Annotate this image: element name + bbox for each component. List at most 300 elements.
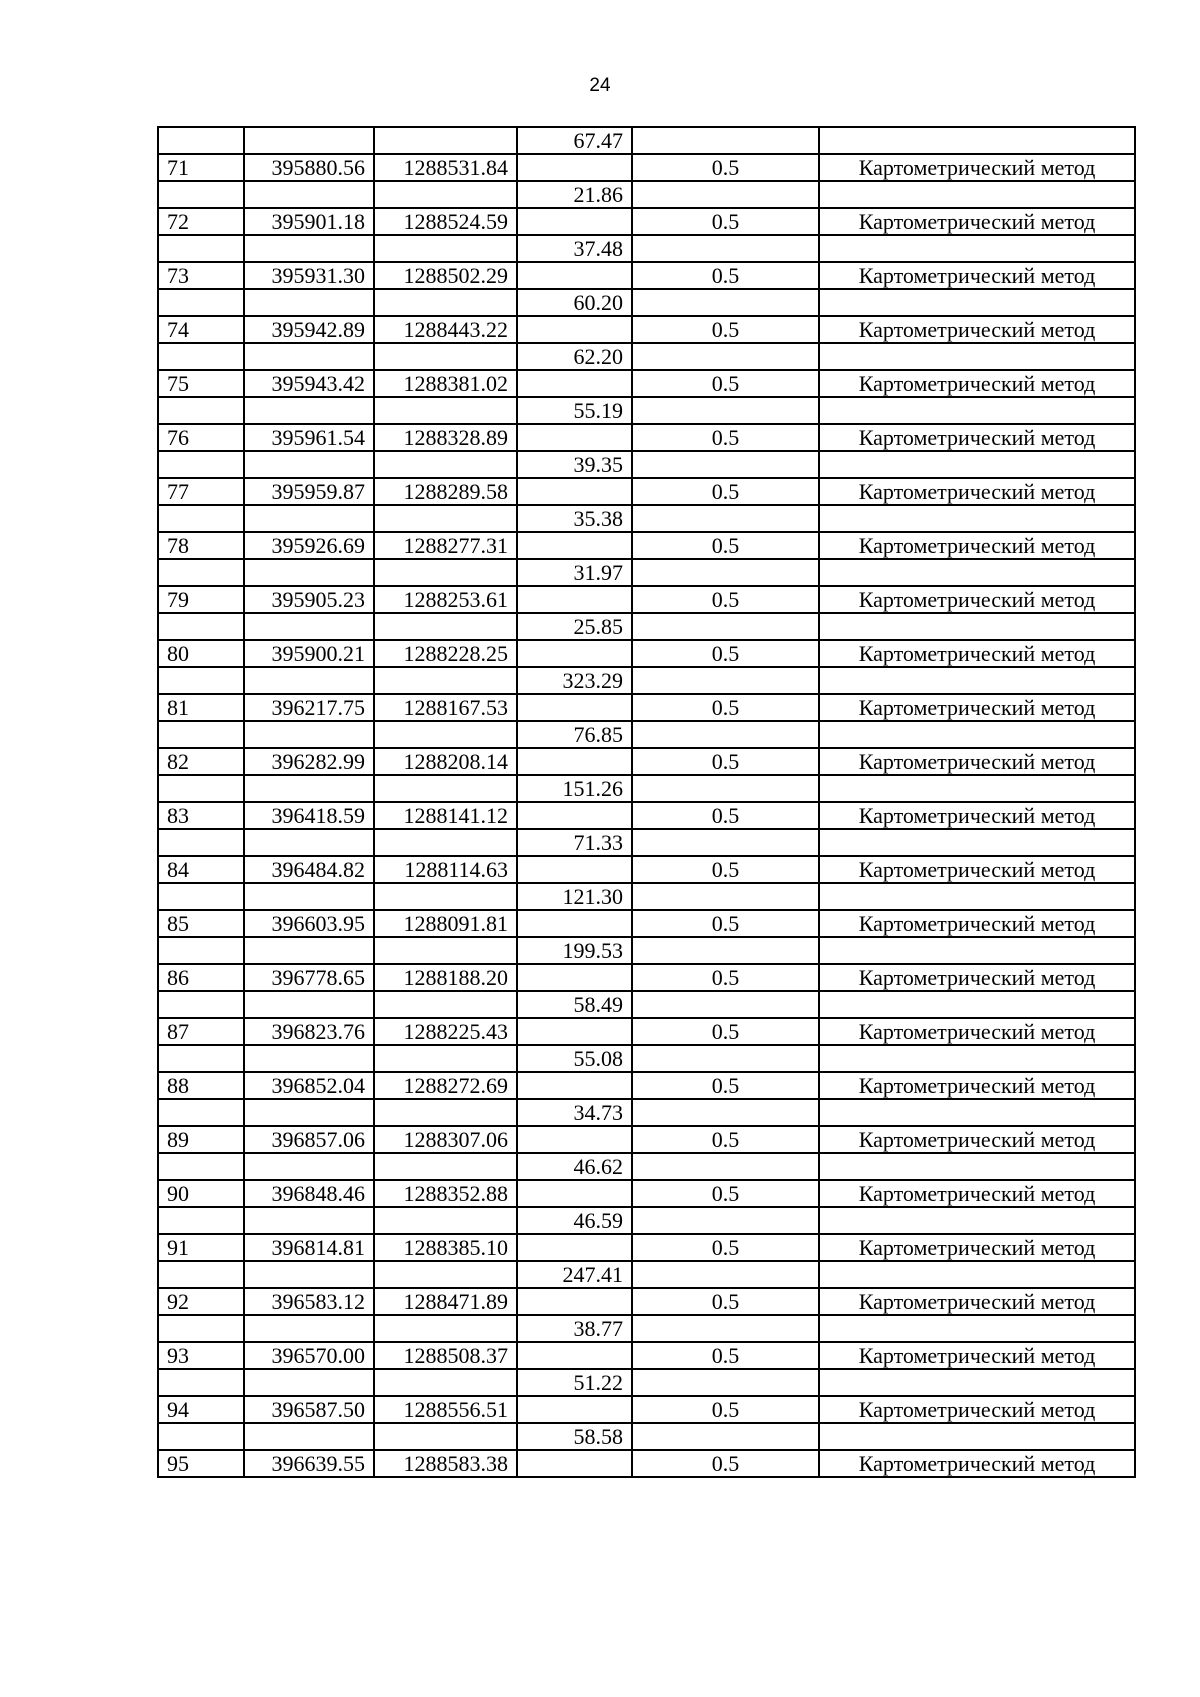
- method-value: Картометрический метод: [819, 964, 1135, 991]
- accuracy-value: 0.5: [632, 478, 819, 505]
- cell-empty: [158, 1423, 244, 1450]
- method-value: Картометрический метод: [819, 586, 1135, 613]
- point-row: [158, 1126, 1135, 1153]
- cell-empty: [632, 1315, 819, 1342]
- cell-empty: [158, 1369, 244, 1396]
- cell-empty: [517, 1396, 632, 1423]
- cell-empty: [819, 883, 1135, 910]
- segment-row: [158, 343, 1135, 370]
- cell-empty: [819, 1369, 1135, 1396]
- segment-length: 55.08: [517, 1045, 632, 1072]
- segment-row: [158, 397, 1135, 424]
- cell-empty: [819, 937, 1135, 964]
- segment-length: 21.86: [517, 181, 632, 208]
- cell-empty: [632, 991, 819, 1018]
- method-value: Картометрический метод: [819, 1126, 1135, 1153]
- cell-empty: [158, 127, 244, 154]
- cell-empty: [374, 1315, 517, 1342]
- cell-empty: [819, 613, 1135, 640]
- point-number: 73: [158, 262, 244, 289]
- point-number: 75: [158, 370, 244, 397]
- segment-length: 25.85: [517, 613, 632, 640]
- point-row: [158, 1396, 1135, 1423]
- coordinate-y: 1288253.61: [374, 586, 517, 613]
- coordinate-y: 1288208.14: [374, 748, 517, 775]
- cell-empty: [819, 667, 1135, 694]
- coordinate-x: 396823.76: [244, 1018, 374, 1045]
- method-value: Картометрический метод: [819, 910, 1135, 937]
- cell-empty: [632, 181, 819, 208]
- point-row: [158, 154, 1135, 181]
- cell-empty: [632, 343, 819, 370]
- method-value: Картометрический метод: [819, 1450, 1135, 1477]
- point-row: [158, 262, 1135, 289]
- page-number: 24: [589, 75, 611, 96]
- coordinate-x: 396418.59: [244, 802, 374, 829]
- cell-empty: [819, 343, 1135, 370]
- segment-row: [158, 721, 1135, 748]
- coordinate-x: 395959.87: [244, 478, 374, 505]
- coordinate-y: 1288556.51: [374, 1396, 517, 1423]
- coordinate-y: 1288583.38: [374, 1450, 517, 1477]
- cell-empty: [819, 1099, 1135, 1126]
- point-row: [158, 532, 1135, 559]
- cell-empty: [517, 262, 632, 289]
- segment-length: 38.77: [517, 1315, 632, 1342]
- cell-empty: [244, 937, 374, 964]
- cell-empty: [244, 235, 374, 262]
- method-value: Картометрический метод: [819, 154, 1135, 181]
- cell-empty: [819, 289, 1135, 316]
- cell-empty: [244, 667, 374, 694]
- point-number: 71: [158, 154, 244, 181]
- cell-empty: [632, 1207, 819, 1234]
- coordinate-y: 1288141.12: [374, 802, 517, 829]
- point-number: 83: [158, 802, 244, 829]
- segment-length: 76.85: [517, 721, 632, 748]
- cell-empty: [244, 505, 374, 532]
- cell-empty: [374, 991, 517, 1018]
- cell-empty: [244, 181, 374, 208]
- point-row: [158, 1018, 1135, 1045]
- cell-empty: [517, 802, 632, 829]
- segment-row: [158, 1315, 1135, 1342]
- accuracy-value: 0.5: [632, 1072, 819, 1099]
- segment-length: 31.97: [517, 559, 632, 586]
- accuracy-value: 0.5: [632, 640, 819, 667]
- method-value: Картометрический метод: [819, 424, 1135, 451]
- segment-row: [158, 559, 1135, 586]
- segment-row: [158, 1045, 1135, 1072]
- segment-length: 62.20: [517, 343, 632, 370]
- coordinate-x: 396603.95: [244, 910, 374, 937]
- method-value: Картометрический метод: [819, 478, 1135, 505]
- point-row: [158, 586, 1135, 613]
- cell-empty: [517, 316, 632, 343]
- cell-empty: [819, 1045, 1135, 1072]
- method-value: Картометрический метод: [819, 748, 1135, 775]
- cell-empty: [158, 397, 244, 424]
- cell-empty: [374, 127, 517, 154]
- accuracy-value: 0.5: [632, 1342, 819, 1369]
- cell-empty: [158, 343, 244, 370]
- accuracy-value: 0.5: [632, 316, 819, 343]
- accuracy-value: 0.5: [632, 694, 819, 721]
- accuracy-value: 0.5: [632, 370, 819, 397]
- point-number: 89: [158, 1126, 244, 1153]
- point-number: 72: [158, 208, 244, 235]
- cell-empty: [632, 451, 819, 478]
- method-value: Картометрический метод: [819, 1342, 1135, 1369]
- method-value: Картометрический метод: [819, 856, 1135, 883]
- cell-empty: [158, 559, 244, 586]
- point-number: 84: [158, 856, 244, 883]
- accuracy-value: 0.5: [632, 1180, 819, 1207]
- point-number: 92: [158, 1288, 244, 1315]
- cell-empty: [374, 343, 517, 370]
- coordinate-y: 1288289.58: [374, 478, 517, 505]
- cell-empty: [158, 1261, 244, 1288]
- segment-row: [158, 883, 1135, 910]
- cell-empty: [244, 343, 374, 370]
- cell-empty: [632, 1099, 819, 1126]
- segment-row: [158, 181, 1135, 208]
- segment-length: 39.35: [517, 451, 632, 478]
- coordinate-y: 1288524.59: [374, 208, 517, 235]
- segment-row: [158, 829, 1135, 856]
- cell-empty: [158, 991, 244, 1018]
- cell-empty: [244, 1099, 374, 1126]
- cell-empty: [158, 829, 244, 856]
- cell-empty: [632, 937, 819, 964]
- accuracy-value: 0.5: [632, 208, 819, 235]
- segment-length: 46.62: [517, 1153, 632, 1180]
- segment-row: [158, 451, 1135, 478]
- point-row: [158, 208, 1135, 235]
- cell-empty: [158, 667, 244, 694]
- method-value: Картометрический метод: [819, 1180, 1135, 1207]
- cell-empty: [819, 829, 1135, 856]
- segment-row: [158, 1207, 1135, 1234]
- segment-row: [158, 667, 1135, 694]
- cell-empty: [158, 613, 244, 640]
- coordinate-x: 395961.54: [244, 424, 374, 451]
- point-row: [158, 802, 1135, 829]
- cell-empty: [244, 1153, 374, 1180]
- method-value: Картометрический метод: [819, 532, 1135, 559]
- cell-empty: [158, 235, 244, 262]
- segment-row: [158, 1261, 1135, 1288]
- point-row: [158, 478, 1135, 505]
- method-value: Картометрический метод: [819, 262, 1135, 289]
- cell-empty: [244, 883, 374, 910]
- cell-empty: [517, 586, 632, 613]
- segment-row: [158, 937, 1135, 964]
- cell-empty: [517, 640, 632, 667]
- segment-length: 60.20: [517, 289, 632, 316]
- coordinate-y: 1288228.25: [374, 640, 517, 667]
- point-number: 88: [158, 1072, 244, 1099]
- point-number: 77: [158, 478, 244, 505]
- segment-length: 151.26: [517, 775, 632, 802]
- cell-empty: [819, 1153, 1135, 1180]
- accuracy-value: 0.5: [632, 1018, 819, 1045]
- cell-empty: [517, 370, 632, 397]
- accuracy-value: 0.5: [632, 1234, 819, 1261]
- cell-empty: [819, 991, 1135, 1018]
- coordinate-y: 1288385.10: [374, 1234, 517, 1261]
- accuracy-value: 0.5: [632, 1288, 819, 1315]
- cell-empty: [517, 910, 632, 937]
- cell-empty: [632, 1369, 819, 1396]
- point-number: 94: [158, 1396, 244, 1423]
- cell-empty: [517, 1180, 632, 1207]
- accuracy-value: 0.5: [632, 964, 819, 991]
- cell-empty: [244, 721, 374, 748]
- cell-empty: [517, 856, 632, 883]
- cell-empty: [632, 775, 819, 802]
- cell-empty: [374, 1423, 517, 1450]
- cell-empty: [819, 775, 1135, 802]
- coordinate-x: 396814.81: [244, 1234, 374, 1261]
- cell-empty: [244, 127, 374, 154]
- point-row: [158, 640, 1135, 667]
- point-row: [158, 694, 1135, 721]
- segment-row: [158, 991, 1135, 1018]
- accuracy-value: 0.5: [632, 154, 819, 181]
- cell-empty: [517, 424, 632, 451]
- cell-empty: [244, 775, 374, 802]
- coordinate-x: 395931.30: [244, 262, 374, 289]
- cell-empty: [374, 559, 517, 586]
- coordinate-y: 1288188.20: [374, 964, 517, 991]
- segment-length: 55.19: [517, 397, 632, 424]
- cell-empty: [244, 397, 374, 424]
- cell-empty: [517, 1450, 632, 1477]
- coordinate-y: 1288502.29: [374, 262, 517, 289]
- coordinate-y: 1288277.31: [374, 532, 517, 559]
- point-row: [158, 1234, 1135, 1261]
- cell-empty: [374, 181, 517, 208]
- cell-empty: [517, 964, 632, 991]
- method-value: Картометрический метод: [819, 1396, 1135, 1423]
- segment-row: [158, 1369, 1135, 1396]
- accuracy-value: 0.5: [632, 262, 819, 289]
- cell-empty: [517, 694, 632, 721]
- accuracy-value: 0.5: [632, 802, 819, 829]
- segment-row: [158, 289, 1135, 316]
- cell-empty: [158, 775, 244, 802]
- cell-empty: [632, 883, 819, 910]
- segment-length: 71.33: [517, 829, 632, 856]
- cell-empty: [632, 667, 819, 694]
- coordinate-x: 395926.69: [244, 532, 374, 559]
- point-number: 90: [158, 1180, 244, 1207]
- cell-empty: [819, 181, 1135, 208]
- coordinate-x: 395905.23: [244, 586, 374, 613]
- cell-empty: [517, 1288, 632, 1315]
- cell-empty: [819, 235, 1135, 262]
- point-number: 87: [158, 1018, 244, 1045]
- coordinates-table-body: [158, 127, 1135, 1477]
- cell-empty: [374, 1153, 517, 1180]
- point-row: [158, 424, 1135, 451]
- accuracy-value: 0.5: [632, 586, 819, 613]
- coordinate-x: 396848.46: [244, 1180, 374, 1207]
- segment-row: [158, 235, 1135, 262]
- point-number: 79: [158, 586, 244, 613]
- cell-empty: [374, 235, 517, 262]
- segment-row: [158, 1153, 1135, 1180]
- cell-empty: [158, 505, 244, 532]
- cell-empty: [244, 613, 374, 640]
- accuracy-value: 0.5: [632, 1450, 819, 1477]
- coordinate-y: 1288381.02: [374, 370, 517, 397]
- point-row: [158, 748, 1135, 775]
- point-row: [158, 910, 1135, 937]
- coordinate-x: 395901.18: [244, 208, 374, 235]
- cell-empty: [374, 1261, 517, 1288]
- method-value: Картометрический метод: [819, 370, 1135, 397]
- segment-length: 247.41: [517, 1261, 632, 1288]
- method-value: Картометрический метод: [819, 640, 1135, 667]
- cell-empty: [244, 1423, 374, 1450]
- cell-empty: [819, 1315, 1135, 1342]
- coordinate-x: 396852.04: [244, 1072, 374, 1099]
- cell-empty: [158, 721, 244, 748]
- method-value: Картометрический метод: [819, 1072, 1135, 1099]
- coordinate-y: 1288167.53: [374, 694, 517, 721]
- coordinate-x: 396778.65: [244, 964, 374, 991]
- cell-empty: [632, 235, 819, 262]
- cell-empty: [158, 181, 244, 208]
- point-number: 76: [158, 424, 244, 451]
- segment-length: 46.59: [517, 1207, 632, 1234]
- coordinate-y: 1288307.06: [374, 1126, 517, 1153]
- cell-empty: [632, 721, 819, 748]
- cell-empty: [632, 127, 819, 154]
- coordinate-x: 396587.50: [244, 1396, 374, 1423]
- point-number: 80: [158, 640, 244, 667]
- point-number: 82: [158, 748, 244, 775]
- segment-length: 121.30: [517, 883, 632, 910]
- coordinate-y: 1288328.89: [374, 424, 517, 451]
- cell-empty: [632, 1261, 819, 1288]
- segment-length: 37.48: [517, 235, 632, 262]
- cell-empty: [244, 1369, 374, 1396]
- cell-empty: [819, 1261, 1135, 1288]
- point-number: 93: [158, 1342, 244, 1369]
- cell-empty: [374, 1207, 517, 1234]
- coordinate-x: 395880.56: [244, 154, 374, 181]
- accuracy-value: 0.5: [632, 424, 819, 451]
- segment-length: 34.73: [517, 1099, 632, 1126]
- segment-length: 58.58: [517, 1423, 632, 1450]
- cell-empty: [632, 559, 819, 586]
- cell-empty: [244, 1207, 374, 1234]
- method-value: Картометрический метод: [819, 1234, 1135, 1261]
- cell-empty: [517, 748, 632, 775]
- segment-length: 35.38: [517, 505, 632, 532]
- cell-empty: [632, 1045, 819, 1072]
- cell-empty: [158, 1315, 244, 1342]
- coordinate-x: 396639.55: [244, 1450, 374, 1477]
- point-row: [158, 1342, 1135, 1369]
- cell-empty: [632, 289, 819, 316]
- cell-empty: [819, 505, 1135, 532]
- point-number: 74: [158, 316, 244, 343]
- point-number: 91: [158, 1234, 244, 1261]
- segment-row: [158, 1099, 1135, 1126]
- accuracy-value: 0.5: [632, 856, 819, 883]
- coordinates-table: [157, 126, 1136, 1478]
- point-row: [158, 370, 1135, 397]
- accuracy-value: 0.5: [632, 1396, 819, 1423]
- cell-empty: [632, 829, 819, 856]
- cell-empty: [244, 289, 374, 316]
- point-row: [158, 1072, 1135, 1099]
- coordinate-x: 396484.82: [244, 856, 374, 883]
- cell-empty: [632, 1423, 819, 1450]
- cell-empty: [632, 397, 819, 424]
- cell-empty: [158, 289, 244, 316]
- cell-empty: [158, 883, 244, 910]
- cell-empty: [819, 721, 1135, 748]
- coordinate-x: 395900.21: [244, 640, 374, 667]
- cell-empty: [517, 1234, 632, 1261]
- cell-empty: [374, 505, 517, 532]
- cell-empty: [158, 1045, 244, 1072]
- cell-empty: [158, 1099, 244, 1126]
- coordinate-x: 396282.99: [244, 748, 374, 775]
- point-row: [158, 1180, 1135, 1207]
- point-number: 85: [158, 910, 244, 937]
- point-number: 81: [158, 694, 244, 721]
- coordinate-y: 1288091.81: [374, 910, 517, 937]
- segment-row: [158, 505, 1135, 532]
- cell-empty: [374, 613, 517, 640]
- coordinate-y: 1288443.22: [374, 316, 517, 343]
- coordinate-y: 1288471.89: [374, 1288, 517, 1315]
- coordinate-x: 396217.75: [244, 694, 374, 721]
- segment-length: 51.22: [517, 1369, 632, 1396]
- coordinate-y: 1288352.88: [374, 1180, 517, 1207]
- cell-empty: [244, 559, 374, 586]
- cell-empty: [374, 1099, 517, 1126]
- segment-length: 67.47: [517, 127, 632, 154]
- cell-empty: [244, 991, 374, 1018]
- point-number: 86: [158, 964, 244, 991]
- cell-empty: [374, 667, 517, 694]
- segment-row: [158, 775, 1135, 802]
- coordinate-y: 1288114.63: [374, 856, 517, 883]
- accuracy-value: 0.5: [632, 1126, 819, 1153]
- cell-empty: [819, 1207, 1135, 1234]
- segment-length: 199.53: [517, 937, 632, 964]
- cell-empty: [158, 1207, 244, 1234]
- cell-empty: [819, 1423, 1135, 1450]
- coordinate-x: 396570.00: [244, 1342, 374, 1369]
- cell-empty: [158, 451, 244, 478]
- segment-row: [158, 127, 1135, 154]
- method-value: Картометрический метод: [819, 208, 1135, 235]
- cell-empty: [374, 775, 517, 802]
- point-row: [158, 1288, 1135, 1315]
- cell-empty: [244, 829, 374, 856]
- point-row: [158, 964, 1135, 991]
- cell-empty: [244, 1315, 374, 1342]
- cell-empty: [819, 127, 1135, 154]
